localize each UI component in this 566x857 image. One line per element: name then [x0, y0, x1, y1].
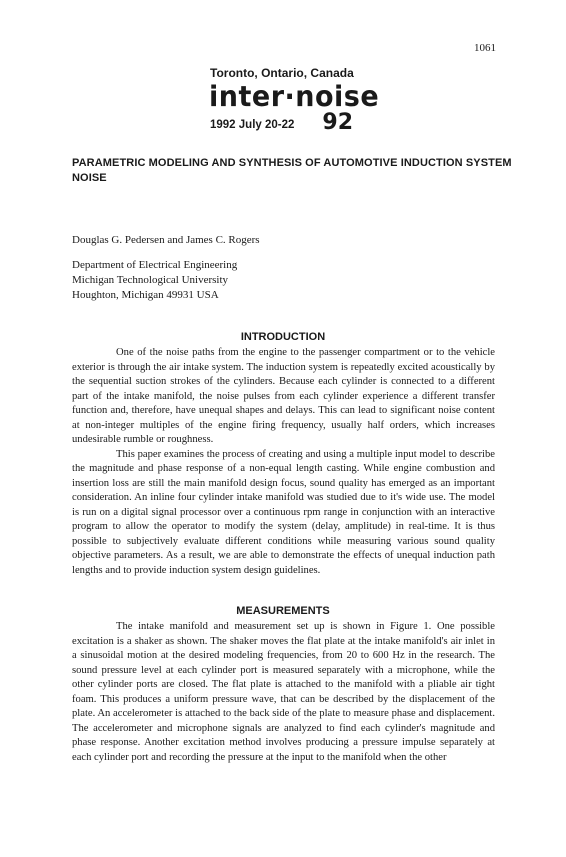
section-body-introduction	[72, 346, 495, 578]
conference-date-row	[210, 112, 380, 134]
conference-year-mark: 92	[322, 110, 354, 135]
paragraph: The intake manifold and measurement set up is shown in Figure 1. One possible excitation is a shaker as shown. The shaker moves the flat plate at the intake manifold's air inlet in a sinusoidal motion at the desired modeling frequencies, from 20 to 600 Hz in the research. The sound pressure level at each cylinder port is measured separately with a microphone, while the other cylinder ports are closed. The flat plate is attached to the manifold with a pliable air tight foam. This produces a uniform pressure wave, that can be described by the displacement of the plate. An accelerometer is attached to the back side of the plate to measure phase and displacement. The accelerometer and microphone signals are analyzed to find each cylinder's magnitude and phase response. Another excitation method involves producing a pressure impulse separately at each cylinder port and recording the pressure at the input to the manifold when the other	[72, 621, 495, 763]
section-heading-introduction: INTRODUCTION	[240, 331, 326, 343]
author-affiliation	[72, 258, 237, 303]
affiliation-line: Michigan Technological University	[72, 274, 229, 286]
conference-logo: inter·noise	[209, 80, 380, 114]
conference-location: Toronto, Ontario, Canada	[210, 66, 354, 80]
section-body-measurements	[72, 620, 495, 765]
conference-dates: 1992 July 20-22	[210, 119, 295, 131]
section-heading-measurements: MEASUREMENTS	[236, 605, 330, 617]
paragraph: One of the noise paths from the engine to the passenger compartment or to the vehicle exterior is through the air intake system. The induction system is repeatedly excited acoustically by the sequential suction strokes of the cylinders. Because each cylinder is connected to a different part of the intake manifold, the noise pulses from each cylinder experience a different transfer function and, therefore, have unequal shapes and delays. This can lead to significant noise content at non-integer multiples of the engine firing frequency, usually half orders, which increases undesirable rumble or roughness.	[72, 347, 495, 445]
paragraph: This paper examines the process of creating and using a multiple input model to describe the magnitude and phase response of a non-equal length casting. While engine combustion and insertion loss are still the main manifold design focus, sound quality has emerged as an important consideration. An inline four cylinder intake manifold was studied due to it's wide use. The model is run on a digital signal processor over a continuous rpm range in conjunction with an interactive program to allow the operator to modify the system (delay, amplitude) in real-time. It is thus possible to subjectively evaluate different conditions while measuring various sound quality objective parameters. As a result, we are able to demonstrate the effects of unequal induction path lengths and to provide induction system design guidelines.	[72, 448, 495, 576]
paper-authors: Douglas G. Pedersen and James C. Rogers	[72, 234, 260, 246]
affiliation-line: Houghton, Michigan 49931 USA	[72, 289, 219, 301]
paper-title: PARAMETRIC MODELING AND SYNTHESIS OF AUTOMOTIVE INDUCTION SYSTEM NOISE	[72, 157, 512, 184]
page-number: 1061	[474, 42, 496, 54]
affiliation-line: Department of Electrical Engineering	[72, 259, 238, 271]
conference-header	[210, 66, 380, 134]
